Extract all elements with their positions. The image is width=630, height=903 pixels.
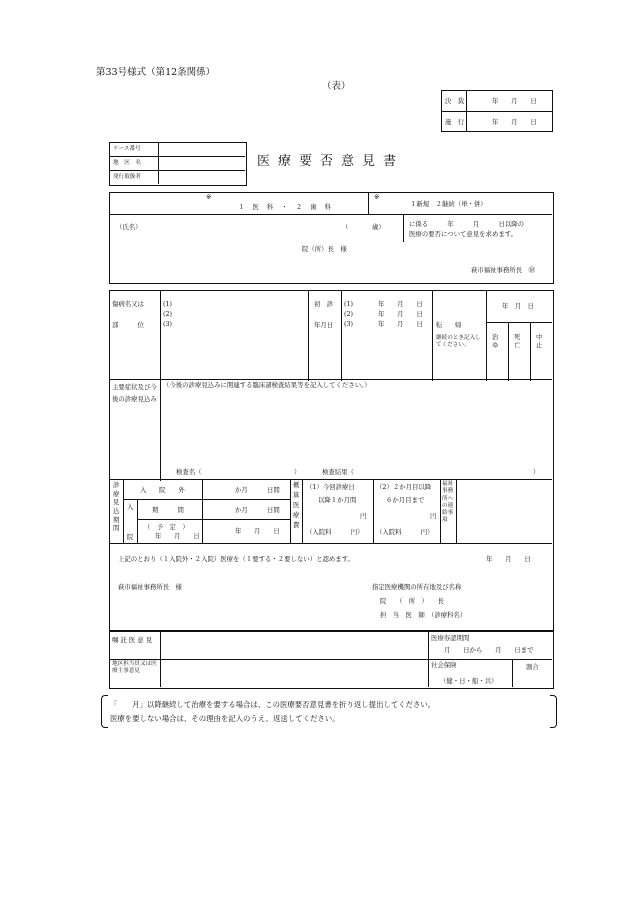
form-number: 第33号様式（第12条関係） [96,67,216,78]
first-visit-label-2: 年月日 [314,321,334,329]
fee-1b: 以降１か月間 [318,496,357,504]
district-opinion-label: 地区担当員又は医療主事意見 [112,661,157,675]
institution-label: 指定医療機関の所在地及び名称 [372,583,462,591]
symptoms-label: 主要症状及び今後の診療見込み [112,383,157,404]
diagnosis-item-2[interactable]: (2) [163,310,173,318]
district-name-label: 地 区 名 [113,160,141,166]
request-box [109,192,554,284]
opinion-statement[interactable]: 上記のとおり（１入院外・２入院）医療を（１要する・２要しない）と認めます。 [118,555,354,563]
age-label: 歳） [372,223,385,231]
doctor-label: 担 当 医 師 （診療科名） [380,611,467,619]
commission-label: 嘱 託 医 意 見 [112,636,153,644]
outpatient-label: 入 院 外 [140,486,185,494]
addressee: 院（所）長 様 [302,245,347,253]
exam-name-label: 検査名（ [176,468,202,476]
yen-2: 円 [430,512,437,520]
contact-label: 福祉事務所への連絡事項 [442,481,454,524]
planned-label: （ 予 定 ） [144,523,189,531]
name-label: （氏名） [116,223,142,231]
inpatient-label: 入 [127,503,134,511]
note-line-1: 「 月」以降継続して治療を要する場合は、この医療要否意見書を折り返し提出してください。 [110,700,436,709]
outcome-cured[interactable]: 治ゆ [492,333,499,350]
age-paren: （ [342,223,349,231]
request-text-1: に係る 年 月 日以降の [409,220,525,228]
outcome-date[interactable]: 年 月 日 [502,302,534,310]
opinion-addressee: 萩市福祉事務所長 様 [118,583,182,591]
period-label: 診療見込期間 [113,481,120,533]
first-visit-num-2: (2) [344,310,354,318]
inpatient-fee-1[interactable]: （入院料 円） [306,528,364,536]
form-title: 医療要否意見書 [257,154,405,169]
diagnosis-label-2: 部 位 [112,321,144,329]
approval-date[interactable]: 年 月 日 [492,97,537,105]
issuer: 萩市福祉事務所長 ㊞ [471,266,535,274]
execution-date[interactable]: 年 月 日 [492,118,537,126]
yen-1: 円 [360,512,367,520]
fee-1a: （1）今回診療日 [306,483,355,491]
exam-name-close: ） [294,468,301,476]
fee-label: 概算医療費 [293,481,300,529]
insurance-types[interactable]: （健・日・船・共） [440,677,498,685]
first-visit-num-3: (3) [344,320,354,328]
outpatient-months[interactable]: か月 日間 [235,486,280,494]
exam-result-close: ） [533,468,540,476]
outcome-label: 転 帰 [436,321,462,329]
planned-date-2[interactable]: 年 月 日 [235,527,280,535]
issuer-label: 発行取扱者 [113,174,141,180]
diagnosis-label-1: 傷病名又は [112,300,144,308]
fee-2b: ６か月目まで [386,496,425,504]
bottom-box [109,631,554,689]
inpatient-fee-2[interactable]: （入院料 円） [376,528,434,536]
diagnosis-item-1[interactable]: (1) [163,300,173,308]
outcome-death[interactable]: 死亡 [514,333,521,350]
note-line-2: 医療を要しない場合は、その理由を記入のうえ、返送してください。 [110,714,340,723]
main-box [109,290,554,631]
ratio-label: 割合 [526,663,539,671]
request-text-2: 医療の要否について意見を求めます。 [409,230,517,238]
case-box [109,142,247,186]
period-months[interactable]: か月 日間 [235,506,280,514]
exam-result-label: 検査結果（ [322,468,354,476]
first-visit-num-1: (1) [344,300,354,308]
period-label-2: 期 間 [152,506,184,514]
approval-label: 決 裁 [445,97,465,105]
first-visit-label-1: 初 診 [314,300,334,308]
mark-2: ※ [374,193,380,201]
insurance-label: 社会保険 [431,661,457,669]
first-visit-date-2[interactable]: 年 月 日 [378,310,423,318]
diagnosis-item-3[interactable]: (3) [163,320,173,328]
director-label: 院 （ 所 ） 長 [380,597,444,605]
execution-label: 施 行 [445,118,465,126]
inpatient-label-2: 院 [127,533,134,541]
planned-date[interactable]: 年 月 日 [155,532,200,540]
approval-period-label: 医療券認期間 [431,634,470,642]
first-visit-date-3[interactable]: 年 月 日 [378,320,423,328]
outcome-note: 継続のとき記入してください。 [436,335,481,348]
fee-2a: （2）２か月目以降 [376,483,432,491]
side-label: （表） [322,81,351,92]
symptoms-instruction: （今後の診療見込みに関連する臨床諸検査結果等を記入してください。） [163,381,371,389]
first-visit-date-1[interactable]: 年 月 日 [378,300,423,308]
mark: ※ [206,193,212,201]
approval-box [441,90,553,132]
new-cont-options[interactable]: １新規 ２継続（単・併） [410,200,487,208]
approval-period[interactable]: 月 日から 月 日まで [444,646,534,654]
case-number-label: ケース番号 [113,146,141,152]
outcome-stop[interactable]: 中止 [536,333,543,350]
opinion-date[interactable]: 年 月 日 [486,555,531,563]
notes [101,695,557,728]
dept-options[interactable]: １ 医 科 ・ ２ 歯 科 [238,203,334,211]
